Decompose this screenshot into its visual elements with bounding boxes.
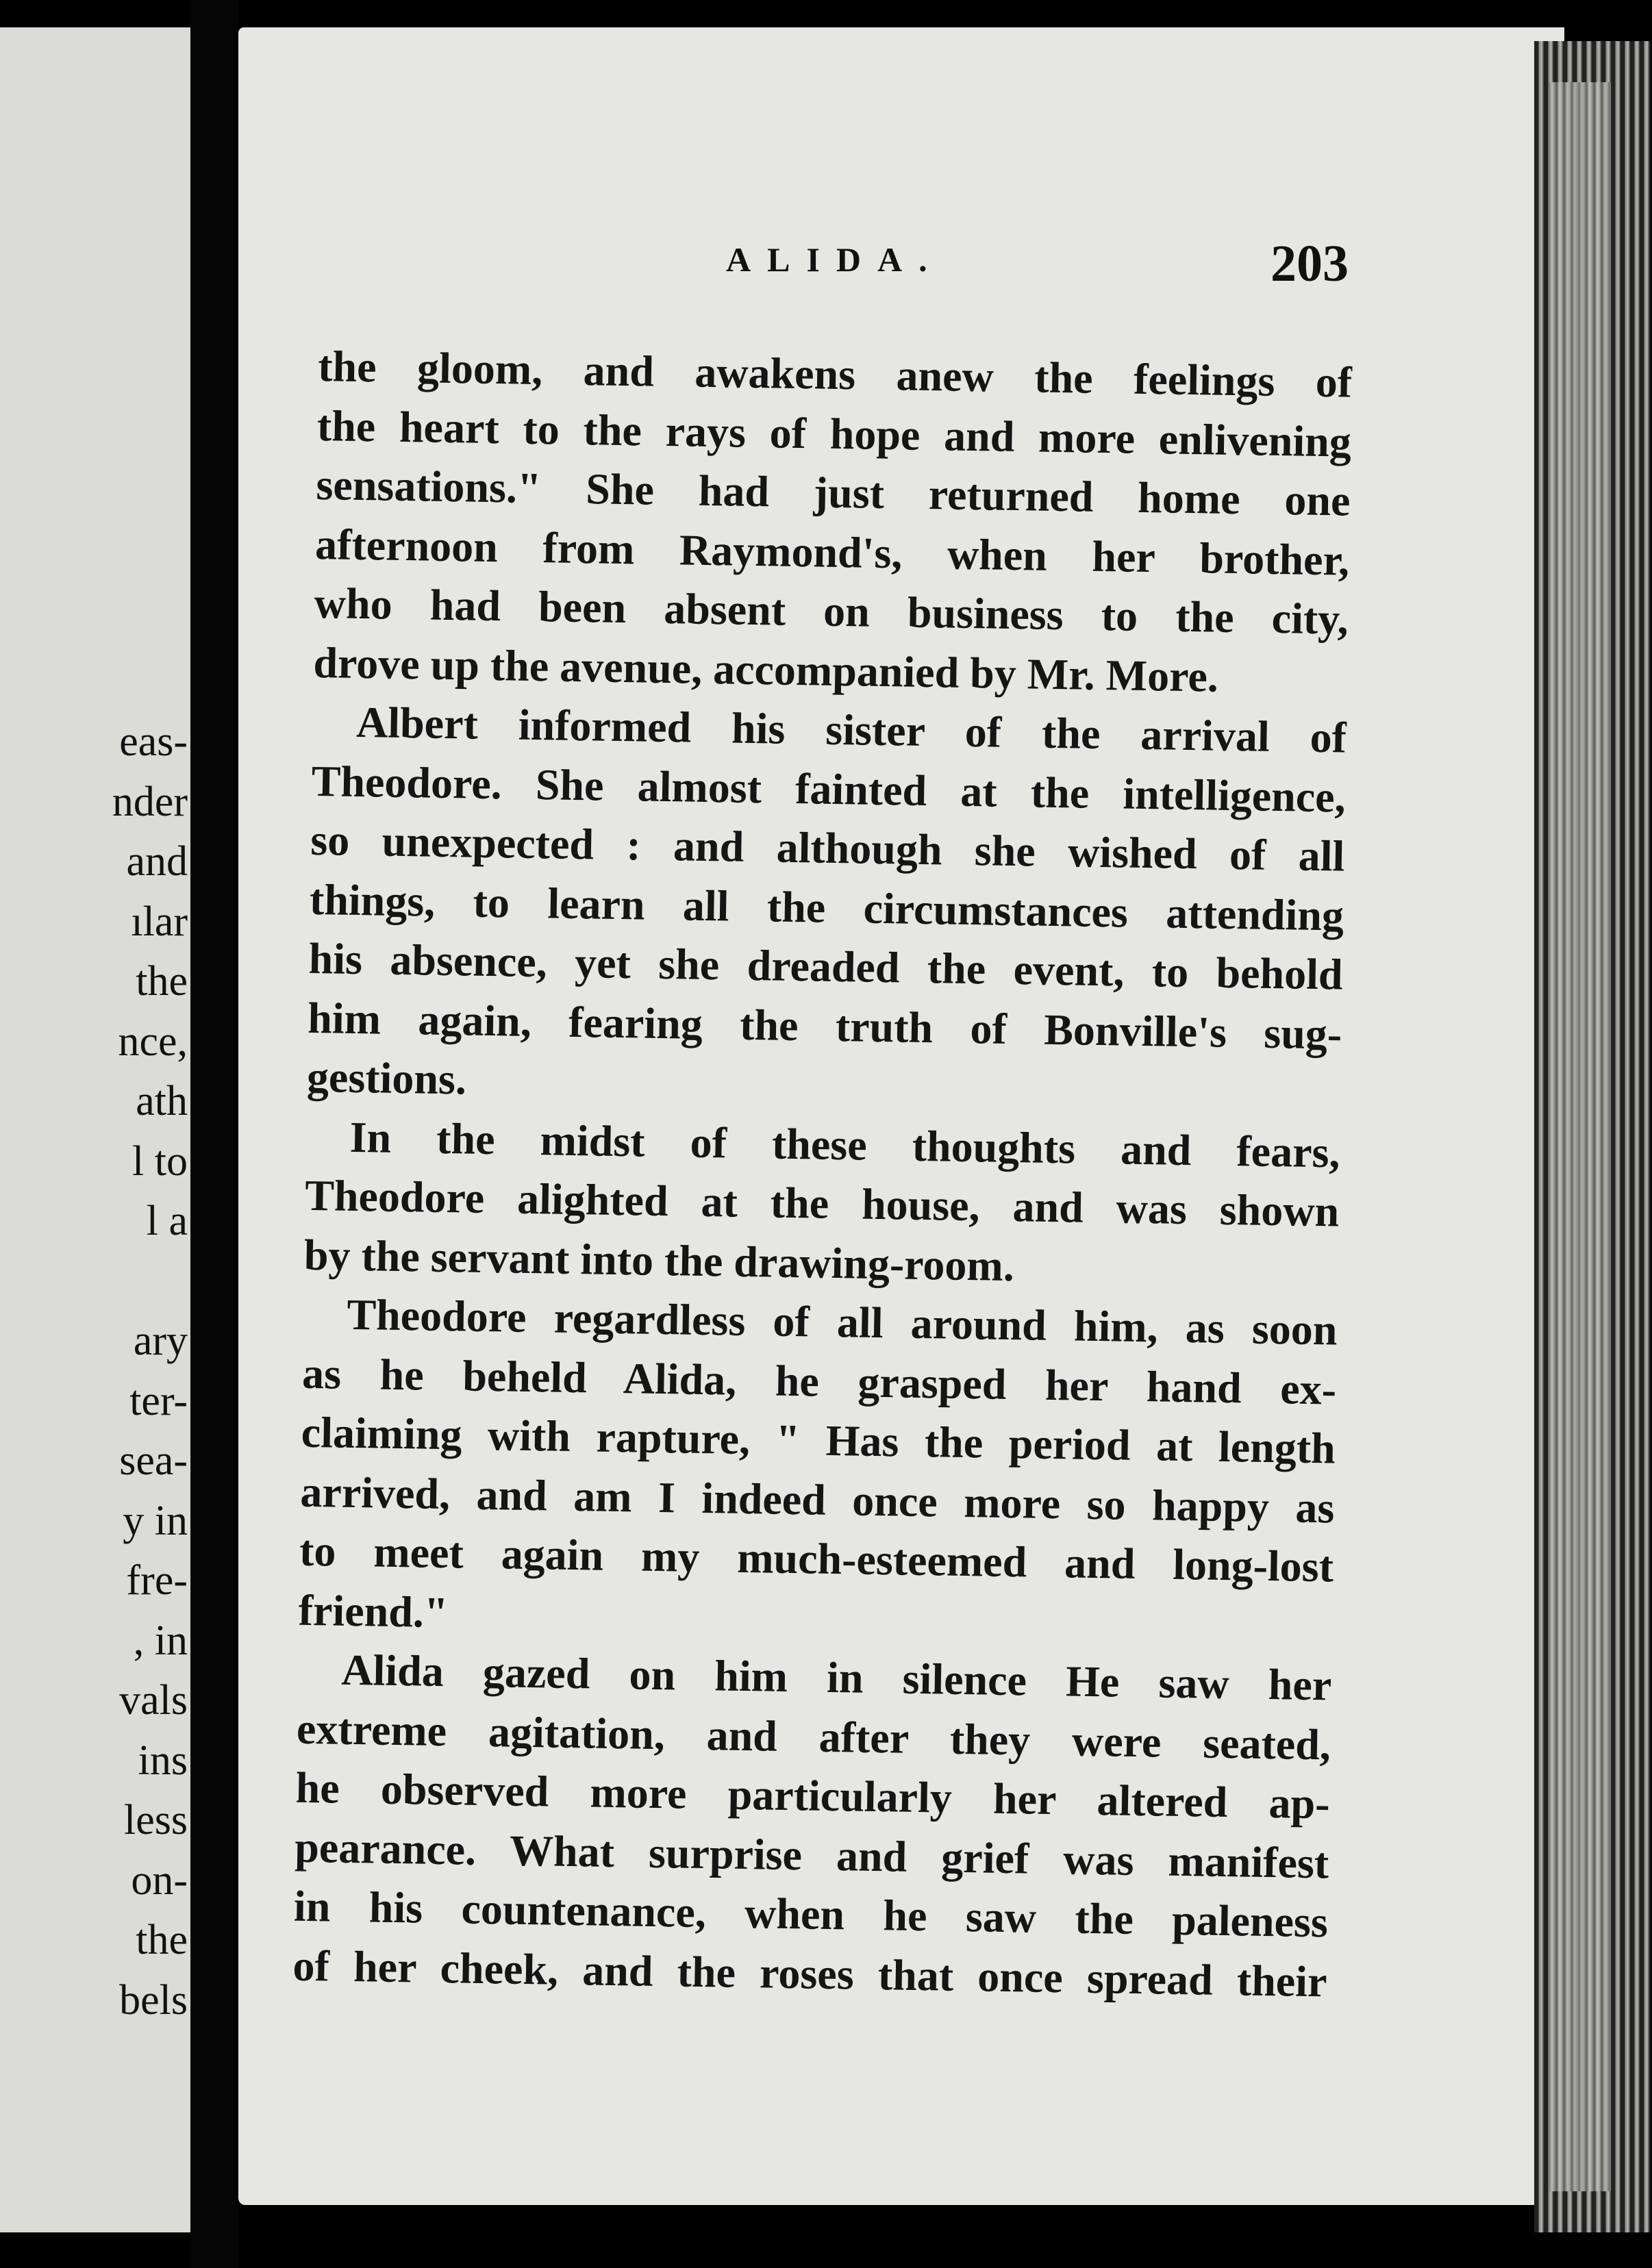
text-line: Alida gazed on him in silence He saw her	[340, 1645, 1332, 1710]
left-page	[0, 27, 190, 2232]
left-page-fragment: ılar	[131, 898, 188, 945]
text-line: In the midst of these thoughts and fears,	[349, 1112, 1341, 1177]
left-page-fragment: l to	[132, 1137, 188, 1185]
left-page-fragment: ter-	[129, 1377, 188, 1424]
text-line: Theodore regardless of all around him, as soon	[347, 1289, 1338, 1354]
text-line: who had been absent on business to the city,	[314, 578, 1349, 644]
text-line: Albert informed his sister of the arrival of	[355, 697, 1347, 762]
text-line: as he beheld Alida, he grasped her hand ex-	[301, 1348, 1337, 1414]
text-line: drove up the avenue, accompanied by Mr. More.	[312, 638, 1219, 701]
left-page-fragment: , in	[133, 1617, 188, 1664]
left-page-fragment	[112, 1252, 188, 1312]
left-page-fragment: y in	[123, 1497, 188, 1544]
text-line: gestions.	[306, 1052, 467, 1104]
left-page-fragment: less	[124, 1797, 188, 1843]
text-line: friend."	[298, 1585, 449, 1637]
text-line: by the servant into the drawing-room.	[303, 1230, 1015, 1290]
left-page-fragment: and	[126, 838, 188, 885]
text-line: things, to learn all the circumstances attending	[309, 874, 1344, 940]
text-line: Theodore alighted at the house, and was shown	[304, 1170, 1340, 1236]
running-header: ALIDA.	[726, 240, 944, 279]
text-line: in his countenance, when he saw the paleness	[293, 1881, 1329, 1947]
left-page-fragment: fre-	[126, 1557, 188, 1604]
text-line: him again, fearing the truth of Bonville's sug-	[307, 993, 1342, 1059]
body-text	[292, 337, 1353, 2011]
text-line: pearance. What surprise and grief was manifest	[294, 1822, 1329, 1887]
text-line: the gloom, and awakens anew the feelings of	[317, 341, 1353, 407]
left-page-fragment: ary	[133, 1318, 188, 1364]
text-line: of her cheek, and the roses that once spread their	[292, 1941, 1328, 2006]
left-page-fragment: vals	[119, 1677, 188, 1724]
left-page-text-fragments	[112, 712, 188, 2030]
page-edges-inner	[1549, 82, 1611, 2191]
left-page-fragment: the	[136, 958, 188, 1005]
left-page-fragment: ath	[136, 1078, 188, 1124]
book-gutter	[190, 0, 238, 2268]
left-page-fragment: the	[136, 1917, 188, 1963]
text-line: so unexpected : and although she wished of all	[310, 815, 1345, 881]
left-page-fragment: nder	[112, 778, 188, 825]
text-line: arrived, and am I indeed once more so happy as	[299, 1467, 1335, 1533]
text-line: afternoon from Raymond's, when her brother,	[314, 519, 1350, 585]
left-page-fragment: eas-	[119, 718, 188, 765]
left-page-fragment: sea-	[119, 1437, 188, 1484]
text-line: he observed more particularly her altered ap-	[295, 1763, 1331, 1828]
text-line: Theodore. She almost fainted at the intelligence,	[311, 756, 1347, 822]
left-page-fragment: bels	[119, 1976, 188, 2024]
text-line: sensations." She had just returned home one	[316, 459, 1351, 525]
text-line: extreme agitation, and after they were seated,	[296, 1704, 1331, 1769]
text-line: to meet again my much-esteemed and long-lost	[299, 1526, 1334, 1591]
text-line: his absence, yet she dreaded the event, to behold	[308, 933, 1344, 999]
page-number: 203	[1271, 235, 1349, 292]
left-page-fragment: ins	[138, 1737, 188, 1784]
text-line: the heart to the rays of hope and more enlivening	[316, 401, 1352, 466]
text-line: claiming with rapture, " Has the period at length	[301, 1407, 1336, 1473]
left-page-fragment: l a	[146, 1198, 188, 1244]
left-page-fragment: nce,	[118, 1018, 188, 1065]
left-page-fragment: on-	[131, 1856, 188, 1904]
